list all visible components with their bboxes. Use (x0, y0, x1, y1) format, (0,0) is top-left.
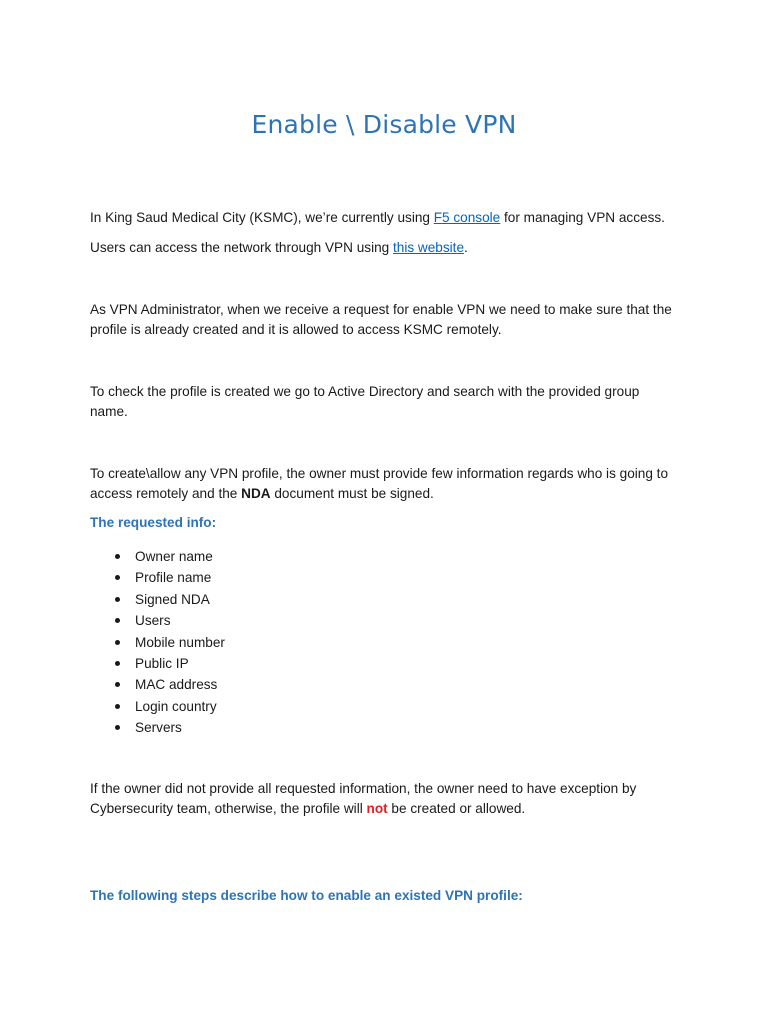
intro-paragraph-1 (90, 208, 680, 228)
nda-bold-text: NDA (241, 486, 271, 501)
intro-text-1a: In King Saud Medical City (KSMC), we’re currently using (90, 210, 434, 225)
bullet-icon (115, 725, 120, 730)
bullet-icon (115, 704, 120, 709)
requested-info-heading: The requested info: (90, 515, 217, 530)
vpn-website-link[interactable]: this website (393, 240, 465, 255)
intro-text-2b: . (464, 240, 468, 255)
bullet-icon (115, 554, 120, 559)
list-item-label: MAC address (135, 677, 218, 693)
list-item-label: Login country (135, 698, 217, 714)
steps-heading: The following steps describe how to enable an existed VPN profile: (90, 888, 523, 903)
list-item-label: Signed NDA (135, 591, 210, 607)
list-item (90, 653, 225, 674)
create-text-b: document must be signed. (270, 486, 434, 501)
bullet-icon (115, 640, 120, 645)
intro-text-2a: Users can access the network through VPN using (90, 240, 393, 255)
requested-info-list (90, 546, 225, 739)
f5-console-link[interactable]: F5 console (433, 210, 501, 225)
exception-paragraph (90, 779, 680, 819)
list-item-label: Servers (135, 720, 182, 736)
not-highlight-text: not (366, 801, 388, 816)
list-item (90, 610, 225, 631)
bullet-icon (115, 575, 120, 580)
list-item (90, 589, 225, 610)
list-item (90, 632, 225, 653)
exception-text-b: be created or allowed. (387, 801, 526, 816)
bullet-icon (115, 682, 120, 687)
list-item-label: Owner name (135, 549, 213, 564)
bullet-icon (115, 618, 120, 623)
list-item-label: Mobile number (135, 634, 225, 650)
intro-paragraph-2 (90, 238, 680, 258)
bullet-icon (115, 661, 120, 666)
list-item-label: Profile name (135, 570, 212, 586)
page-title: Enable \ Disable VPN (251, 110, 517, 139)
check-profile-paragraph: To check the profile is created we go to Active Directory and search with the provided group name. (90, 384, 640, 419)
exception-text-a: If the owner did not provide all requested information, the owner need to have exception by Cybersecurity team, otherwise, the profile will (90, 781, 637, 816)
list-item-label: Users (135, 613, 171, 629)
admin-paragraph: As VPN Administrator, when we receive a request for enable VPN we need to make sure that the profile is already created and it is allowed to access KSMC remotely. (90, 302, 672, 337)
list-item (90, 696, 225, 717)
list-item (90, 674, 225, 695)
list-item (90, 546, 225, 567)
list-item-label: Public IP (135, 655, 189, 671)
create-text-a: To create\allow any VPN profile, the owner must provide few information regards who is going to access remotely and the (90, 466, 669, 501)
bullet-icon (115, 597, 120, 602)
list-item (90, 717, 225, 738)
list-item (90, 567, 225, 588)
create-profile-paragraph (90, 464, 680, 504)
intro-text-1b: for managing VPN access. (500, 210, 665, 225)
